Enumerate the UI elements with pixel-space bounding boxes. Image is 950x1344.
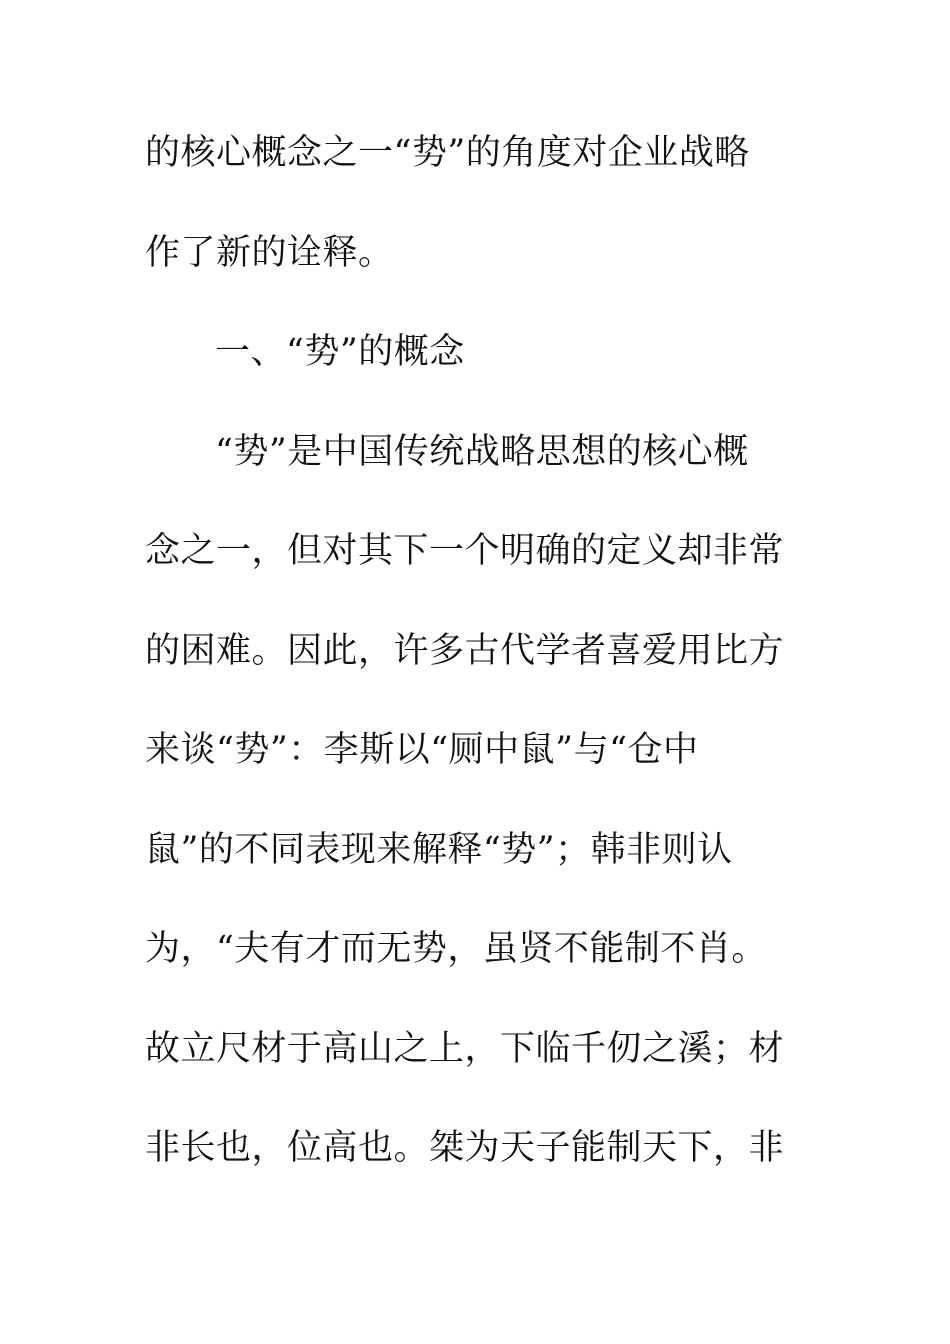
paragraph-first-line: “势”是中国传统战略思想的核心概: [215, 431, 749, 472]
body-text: [145, 124, 785, 1219]
text-line: 非长也，位高也。桀为天子能制天下，非: [145, 1128, 785, 1168]
text-line: 念之一，但对其下一个明确的定义却非常: [145, 531, 785, 571]
text-line: 作了新的诠释。: [145, 232, 394, 273]
text-line: 为，“夫有才而无势，虽贤不能制不肖。: [145, 929, 767, 969]
text-line: 的核心概念之一“势”的角度对企业战略: [145, 133, 750, 173]
text-line: 来谈“势”：李斯以“厕中鼠”与“仓中: [145, 730, 699, 770]
text-line: 的困难。因此，许多古代学者喜爱用比方: [145, 630, 785, 671]
text-line: 鼠”的不同表现来解释“势”；韩非则认: [145, 829, 733, 870]
text-line: 故立尺材于高山之上，下临千仞之溪；材: [145, 1028, 785, 1069]
section-heading: 一、“势”的概念: [215, 332, 465, 372]
